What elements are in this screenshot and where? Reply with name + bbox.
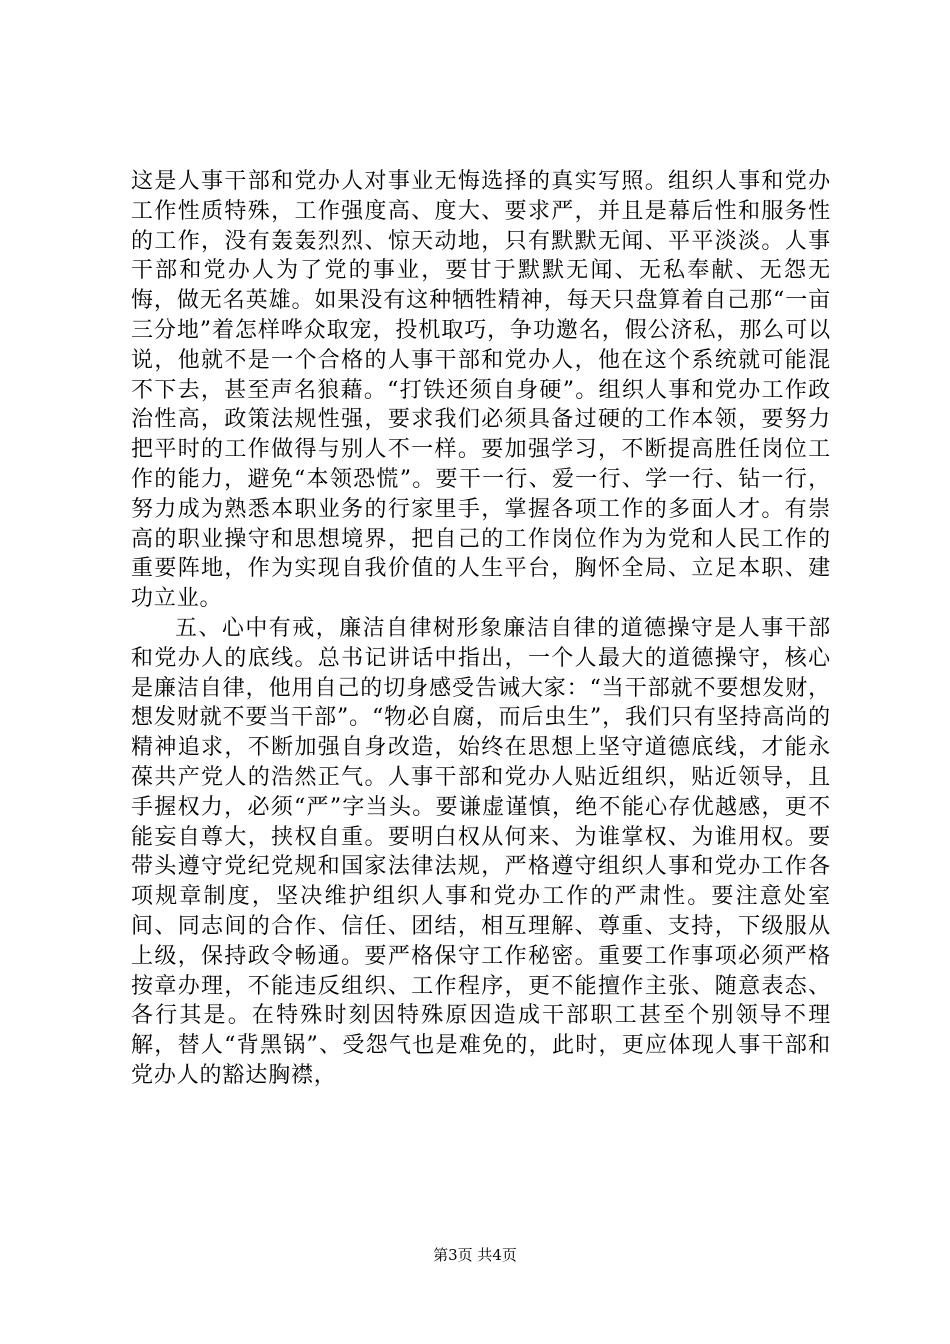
document-body	[131, 167, 831, 1091]
page-number-footer: 第3页 共4页	[433, 1246, 517, 1264]
paragraph-1: 这是人事干部和党办人对事业无悔选择的真实写照。组织人事和党办工作性质特殊，工作强度高、度大、要求严，并且是幕后性和服务性的工作，没有轰轰烈烈、惊天动地，只有默默无闻、平平淡淡。人事干部和党办人为了党的事业，要甘于默默无闻、无私奉献、无怨无悔，做无名英雄。如果没有这种牺牲精神，每天只盘算着自己那“一亩三分地”着怎样哗众取宠，投机取巧，争功邀名，假公济私，那么可以说，他就不是一个合格的人事干部和党办人，他在这个系统就可能混不下去，甚至声名狼藉。“打铁还须自身硬”。组织人事和党办工作政治性高，政策法规性强，要求我们必须具备过硬的工作本领，要努力把平时的工作做得与别人不一样。要加强学习，不断提高胜任岗位工作的能力，避免“本领恐慌”。要干一行、爱一行、学一行、钻一行，努力成为熟悉本职业务的行家里手，掌握各项工作的多面人才。有崇高的职业操守和思想境界，把自己的工作岗位作为为党和人民工作的重要阵地，作为实现自我价值的人生平台，胸怀全局、立足本职、建功立业。	[131, 169, 831, 612]
paragraph-2: 五、心中有戒，廉洁自律树形象廉洁自律的道德操守是人事干部和党办人的底线。总书记讲话中指出，一个人最大的道德操守，核心是廉洁自律，他用自己的切身感受告诫大家：“当干部就不要想发财，想发财就不要当干部”。“物必自腐，而后虫生”，我们只有坚持高尚的精神追求，不断加强自身改造，始终在思想上坚守道德底线，才能永葆共产党人的浩然正气。人事干部和党办人贴近组织，贴近领导，且手握权力，必须“严”字当头。要谦虚谨慎，绝不能心存优越感，更不能妄自尊大，挟权自重。要明白权从何来、为谁掌权、为谁用权。要带头遵守党纪党规和国家法律法规，严格遵守组织人事和党办工作各项规章制度，坚决维护组织人事和党办工作的严肃性。要注意处室间、同志间的合作、信任、团结，相互理解、尊重、支持，下级服从上级，保持政令畅通。要严格保守工作秘密。重要工作事项必须严格按章办理，不能违反组织、工作程序，更不能擅作主张、随意表态、各行其是。在特殊时刻因特殊原因造成干部职工甚至个别领导不理解，替人“背黑锅”、受怨气也是难免的，此时，更应体现人事干部和党办人的豁达胸襟，	[131, 615, 831, 1088]
